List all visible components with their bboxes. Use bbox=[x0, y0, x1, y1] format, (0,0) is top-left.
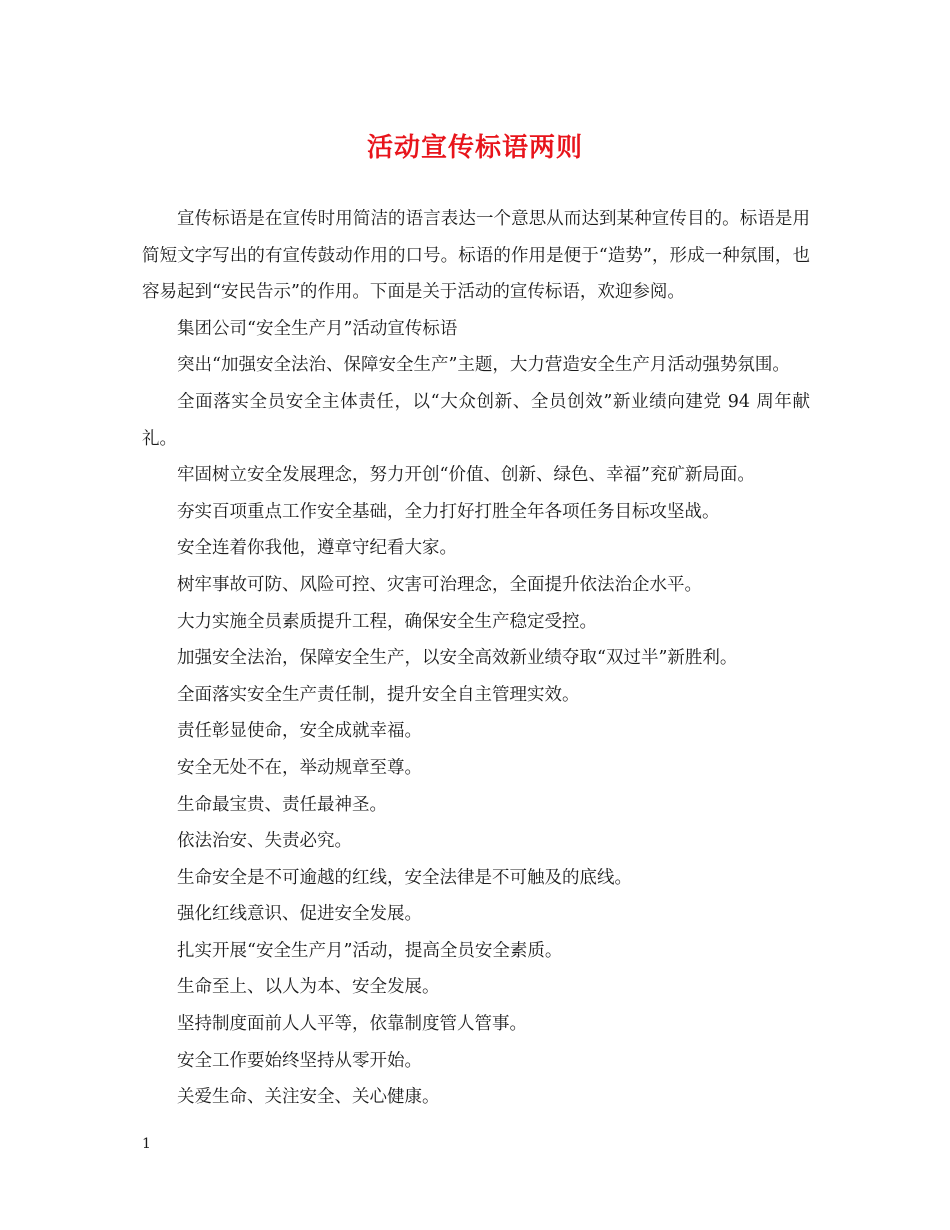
slogan-item: 扎实开展“安全生产月”活动，提高全员安全素质。 bbox=[177, 940, 563, 961]
slogan-item: 责任彰显使命，安全成就幸福。 bbox=[177, 721, 422, 742]
document-body bbox=[142, 201, 810, 1116]
slogan-item: 坚持制度面前人人平等，依靠制度管人管事。 bbox=[177, 1014, 527, 1035]
slogan-item: 树牢事故可防、风险可控、灾害可治理念，全面提升依法治企水平。 bbox=[177, 574, 702, 595]
slogan-item: 全面落实全员安全主体责任，以“大众创新、全员创效”新业绩向建党 94 周年献礼。 bbox=[142, 391, 810, 449]
slogan-item: 关爱生命、关注安全、关心健康。 bbox=[177, 1087, 440, 1108]
slogan-item: 突出“加强安全法治、保障安全生产”主题，大力营造安全生产月活动强势氛围。 bbox=[177, 355, 790, 376]
slogan-item: 强化红线意识、促进安全发展。 bbox=[177, 904, 422, 925]
slogan-item: 安全工作要始终坚持从零开始。 bbox=[177, 1050, 422, 1071]
slogan-item: 生命至上、以人为本、安全发展。 bbox=[177, 977, 440, 998]
page-number: 1 bbox=[142, 1136, 151, 1152]
slogan-item: 依法治安、失责必究。 bbox=[177, 831, 352, 852]
paragraph-intro: 宣传标语是在宣传时用简洁的语言表达一个意思从而达到某种宣传目的。标语是用简短文字写出的有宣传鼓动作用的口号。标语的作用是便于“造势”，形成一种氛围，也容易起到“安民告示”的作用。下面是关于活动的宣传标语，欢迎参阅。 bbox=[142, 209, 810, 303]
slogan-item: 安全连着你我他，遵章守纪看大家。 bbox=[177, 538, 457, 559]
slogan-item: 安全无处不在，举动规章至尊。 bbox=[177, 757, 422, 778]
slogan-item: 夯实百项重点工作安全基础，全力打好打胜全年各项任务目标攻坚战。 bbox=[177, 501, 720, 522]
slogan-item: 加强安全法治，保障安全生产，以安全高效新业绩夺取“双过半”新胜利。 bbox=[177, 648, 738, 669]
slogan-item: 生命最宝贵、责任最神圣。 bbox=[177, 794, 387, 815]
slogan-item: 全面落实安全生产责任制，提升安全自主管理实效。 bbox=[177, 684, 580, 705]
slogan-item: 牢固树立安全发展理念，努力开创“价值、创新、绿色、幸福”兖矿新局面。 bbox=[177, 465, 755, 486]
slogan-item: 生命安全是不可逾越的红线，安全法律是不可触及的底线。 bbox=[177, 867, 632, 888]
document-title: 活动宣传标语两则 bbox=[366, 133, 583, 163]
paragraph-section-heading: 集团公司“安全生产月”活动宣传标语 bbox=[177, 318, 458, 339]
slogan-item: 大力实施全员素质提升工程，确保安全生产稳定受控。 bbox=[177, 611, 597, 632]
